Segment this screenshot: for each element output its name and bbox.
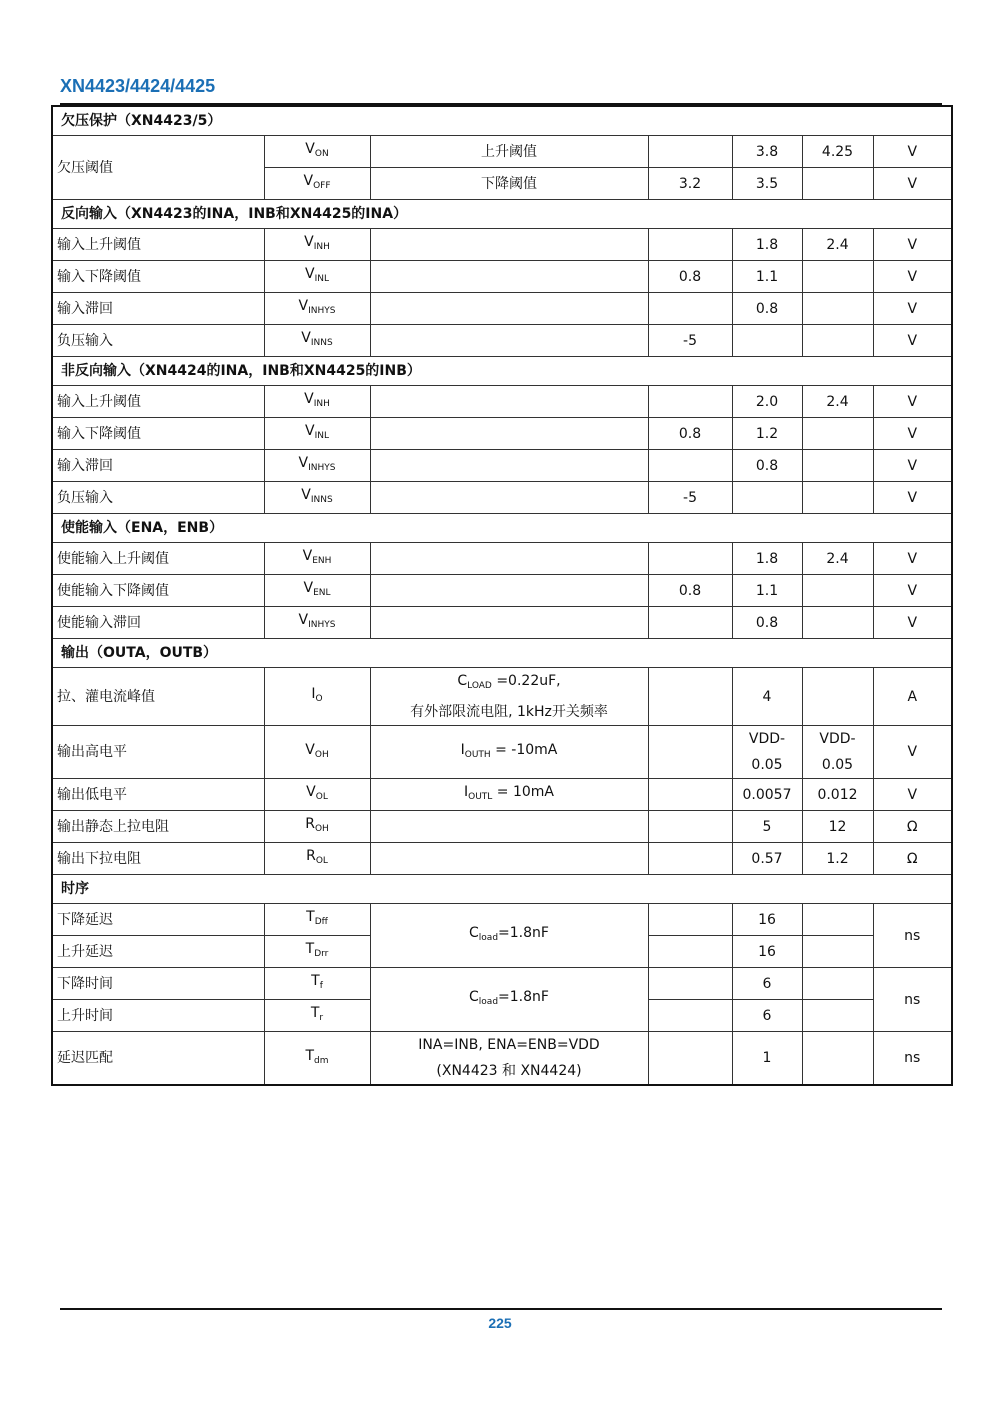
document-header-title: XN4423/4424/4425	[60, 76, 216, 96]
param-name: 上升延迟	[52, 936, 264, 968]
table-row	[52, 575, 952, 607]
symbol-cell: $V_{INH}$	[264, 386, 370, 418]
typ-cell: 0.8	[732, 450, 802, 482]
typ-cell: 3.5	[732, 168, 802, 200]
symbol-cell: $R_{OL}$	[264, 843, 370, 875]
typ-cell: 1.1	[732, 575, 802, 607]
condition-cell	[370, 843, 648, 875]
param-name: 负压输入	[52, 325, 264, 357]
symbol-cell: $T_{Drr}$	[264, 936, 370, 968]
min-cell	[648, 904, 732, 936]
param-name: 延迟匹配	[52, 1032, 264, 1086]
typ-cell: 5	[732, 811, 802, 843]
condition-cell	[370, 450, 648, 482]
symbol-cell: $I_O$	[264, 668, 370, 726]
typ-cell: 3.8	[732, 136, 802, 168]
param-name: 输出静态上拉电阻	[52, 811, 264, 843]
typ-cell: VDD- 0.05	[732, 726, 802, 779]
min-cell	[648, 936, 732, 968]
condition-cell: 上升阈值	[370, 136, 648, 168]
param-name: 上升时间	[52, 1000, 264, 1032]
condition-cell	[370, 293, 648, 325]
section-row-timing	[52, 875, 952, 904]
condition-cell: $I_{OUTH} = -10mA$	[370, 726, 648, 779]
min-cell	[648, 1000, 732, 1032]
condition-cell: $C_{load}=1.8nF$	[370, 904, 648, 968]
table-row	[52, 668, 952, 726]
table-row	[52, 325, 952, 357]
max-cell	[802, 575, 873, 607]
typ-cell: 0.57	[732, 843, 802, 875]
unit-cell: V	[873, 575, 952, 607]
unit-cell: V	[873, 386, 952, 418]
condition-cell	[370, 229, 648, 261]
max-cell	[802, 418, 873, 450]
table-row	[52, 386, 952, 418]
unit-cell: V	[873, 136, 952, 168]
condition-cell	[370, 386, 648, 418]
max-cell: 0.012	[802, 779, 873, 811]
param-name: 输入下降阈值	[52, 261, 264, 293]
max-cell	[802, 450, 873, 482]
min-cell: 0.8	[648, 575, 732, 607]
min-cell: -5	[648, 482, 732, 514]
symbol-cell: $T_f$	[264, 968, 370, 1000]
unit-cell: Ω	[873, 811, 952, 843]
max-cell	[802, 168, 873, 200]
unit-cell: V	[873, 229, 952, 261]
symbol-cell: $T_{Dff}$	[264, 904, 370, 936]
typ-cell	[732, 482, 802, 514]
max-cell: 4.25	[802, 136, 873, 168]
unit-cell: V	[873, 418, 952, 450]
condition-cell: $C_{load}=1.8nF$	[370, 968, 648, 1032]
param-name: 负压输入	[52, 482, 264, 514]
param-name: 输入滞回	[52, 450, 264, 482]
footer-divider	[60, 1308, 942, 1310]
unit-cell: ns	[873, 904, 952, 968]
max-cell: VDD- 0.05	[802, 726, 873, 779]
max-cell	[802, 904, 873, 936]
max-cell: 2.4	[802, 386, 873, 418]
param-name: 输出低电平	[52, 779, 264, 811]
table-row	[52, 1032, 952, 1086]
symbol-cell: $V_{OL}$	[264, 779, 370, 811]
param-name: 输入下降阈值	[52, 418, 264, 450]
min-cell	[648, 293, 732, 325]
param-name: 使能输入上升阈值	[52, 543, 264, 575]
unit-cell: V	[873, 543, 952, 575]
section-title: 反向输入（XN4423的INA，INB和XN4425的INA）	[52, 200, 952, 229]
max-cell	[802, 482, 873, 514]
condition-cell: INA=INB, ENA=ENB=VDD (XN4423 和 XN4424)	[370, 1032, 648, 1086]
min-cell	[648, 229, 732, 261]
min-cell	[648, 450, 732, 482]
max-cell: 1.2	[802, 843, 873, 875]
unit-cell: V	[873, 482, 952, 514]
symbol-cell: $V_{OFF}$	[264, 168, 370, 200]
table-row	[52, 904, 952, 936]
symbol-cell: $V_{INNS}$	[264, 482, 370, 514]
max-cell: 12	[802, 811, 873, 843]
symbol-cell: $V_{INH}$	[264, 229, 370, 261]
typ-cell: 2.0	[732, 386, 802, 418]
section-row-output	[52, 639, 952, 668]
min-cell	[648, 668, 732, 726]
symbol-cell: $V_{ON}$	[264, 136, 370, 168]
table-row	[52, 726, 952, 779]
symbol-cell: $R_{OH}$	[264, 811, 370, 843]
min-cell	[648, 386, 732, 418]
param-name: 输入滞回	[52, 293, 264, 325]
table-row	[52, 543, 952, 575]
min-cell: 0.8	[648, 418, 732, 450]
unit-cell: A	[873, 668, 952, 726]
typ-cell: 6	[732, 1000, 802, 1032]
typ-cell: 1.8	[732, 543, 802, 575]
electrical-spec-table	[51, 105, 953, 1086]
param-name: 输入上升阈值	[52, 229, 264, 261]
table-row	[52, 418, 952, 450]
symbol-cell: $V_{OH}$	[264, 726, 370, 779]
typ-cell: 16	[732, 904, 802, 936]
typ-cell: 0.8	[732, 607, 802, 639]
condition-cell	[370, 261, 648, 293]
min-cell	[648, 136, 732, 168]
min-cell	[648, 1032, 732, 1086]
min-cell	[648, 726, 732, 779]
table-row	[52, 779, 952, 811]
unit-cell: Ω	[873, 843, 952, 875]
section-title: 输出（OUTA，OUTB）	[52, 639, 952, 668]
max-cell	[802, 936, 873, 968]
param-name: 使能输入滞回	[52, 607, 264, 639]
unit-cell: V	[873, 168, 952, 200]
param-name: 下降时间	[52, 968, 264, 1000]
typ-cell: 6	[732, 968, 802, 1000]
unit-cell: V	[873, 726, 952, 779]
table-row	[52, 293, 952, 325]
min-cell	[648, 779, 732, 811]
unit-cell: V	[873, 325, 952, 357]
unit-cell: V	[873, 261, 952, 293]
section-title: 非反向输入（XN4424的INA，INB和XN4425的INB）	[52, 357, 952, 386]
max-cell	[802, 325, 873, 357]
condition-cell	[370, 811, 648, 843]
min-cell	[648, 843, 732, 875]
typ-cell: 16	[732, 936, 802, 968]
table-row	[52, 136, 952, 168]
table-row	[52, 229, 952, 261]
symbol-cell: $V_{ENH}$	[264, 543, 370, 575]
param-name: 下降延迟	[52, 904, 264, 936]
unit-cell: V	[873, 293, 952, 325]
max-cell	[802, 293, 873, 325]
min-cell: 0.8	[648, 261, 732, 293]
symbol-cell: $V_{ENL}$	[264, 575, 370, 607]
param-name: 输入上升阈值	[52, 386, 264, 418]
typ-cell	[732, 325, 802, 357]
condition-cell: $I_{OUTL} = 10mA$	[370, 779, 648, 811]
condition-cell	[370, 325, 648, 357]
typ-cell: 4	[732, 668, 802, 726]
unit-cell: V	[873, 607, 952, 639]
unit-cell: V	[873, 779, 952, 811]
max-cell	[802, 607, 873, 639]
max-cell	[802, 1032, 873, 1086]
min-cell: 3.2	[648, 168, 732, 200]
section-row-enable	[52, 514, 952, 543]
typ-cell: 1.2	[732, 418, 802, 450]
section-row-noninverting	[52, 357, 952, 386]
section-title: 使能输入（ENA，ENB）	[52, 514, 952, 543]
table-row	[52, 968, 952, 1000]
symbol-cell: $V_{INNS}$	[264, 325, 370, 357]
section-row-undervoltage	[52, 106, 952, 136]
table-row	[52, 450, 952, 482]
max-cell	[802, 968, 873, 1000]
symbol-cell: $T_r$	[264, 1000, 370, 1032]
min-cell	[648, 543, 732, 575]
typ-cell: 1	[732, 1032, 802, 1086]
symbol-cell: $V_{INL}$	[264, 261, 370, 293]
param-name: 使能输入下降阈值	[52, 575, 264, 607]
section-row-inverting	[52, 200, 952, 229]
condition-cell	[370, 418, 648, 450]
min-cell	[648, 607, 732, 639]
condition-cell	[370, 543, 648, 575]
table-row	[52, 261, 952, 293]
condition-cell	[370, 575, 648, 607]
param-name: 欠压阈值	[52, 136, 264, 200]
max-cell: 2.4	[802, 543, 873, 575]
symbol-cell: $V_{INL}$	[264, 418, 370, 450]
typ-cell: 1.1	[732, 261, 802, 293]
condition-cell	[370, 482, 648, 514]
table-row	[52, 843, 952, 875]
symbol-cell: $V_{INHYS}$	[264, 607, 370, 639]
condition-cell	[370, 607, 648, 639]
condition-cell: 下降阈值	[370, 168, 648, 200]
symbol-cell: $T_{dm}$	[264, 1032, 370, 1086]
table-row	[52, 607, 952, 639]
table-row	[52, 811, 952, 843]
typ-cell: 1.8	[732, 229, 802, 261]
min-cell	[648, 811, 732, 843]
param-name: 拉、灌电流峰值	[52, 668, 264, 726]
typ-cell: 0.0057	[732, 779, 802, 811]
max-cell	[802, 261, 873, 293]
param-name: 输出下拉电阻	[52, 843, 264, 875]
unit-cell: V	[873, 450, 952, 482]
section-title: 欠压保护（XN4423/5）	[52, 106, 952, 136]
max-cell	[802, 668, 873, 726]
page-number: 225	[488, 1315, 512, 1331]
unit-cell: ns	[873, 968, 952, 1032]
symbol-cell: $V_{INHYS}$	[264, 450, 370, 482]
max-cell	[802, 1000, 873, 1032]
section-title: 时序	[52, 875, 952, 904]
min-cell: -5	[648, 325, 732, 357]
param-name: 输出高电平	[52, 726, 264, 779]
max-cell: 2.4	[802, 229, 873, 261]
table-row	[52, 482, 952, 514]
symbol-cell: $V_{INHYS}$	[264, 293, 370, 325]
typ-cell: 0.8	[732, 293, 802, 325]
unit-cell: ns	[873, 1032, 952, 1086]
min-cell	[648, 968, 732, 1000]
condition-cell: $C_{LOAD} =0.22uF$, 有外部限流电阻, 1kHz开关频率	[370, 668, 648, 726]
